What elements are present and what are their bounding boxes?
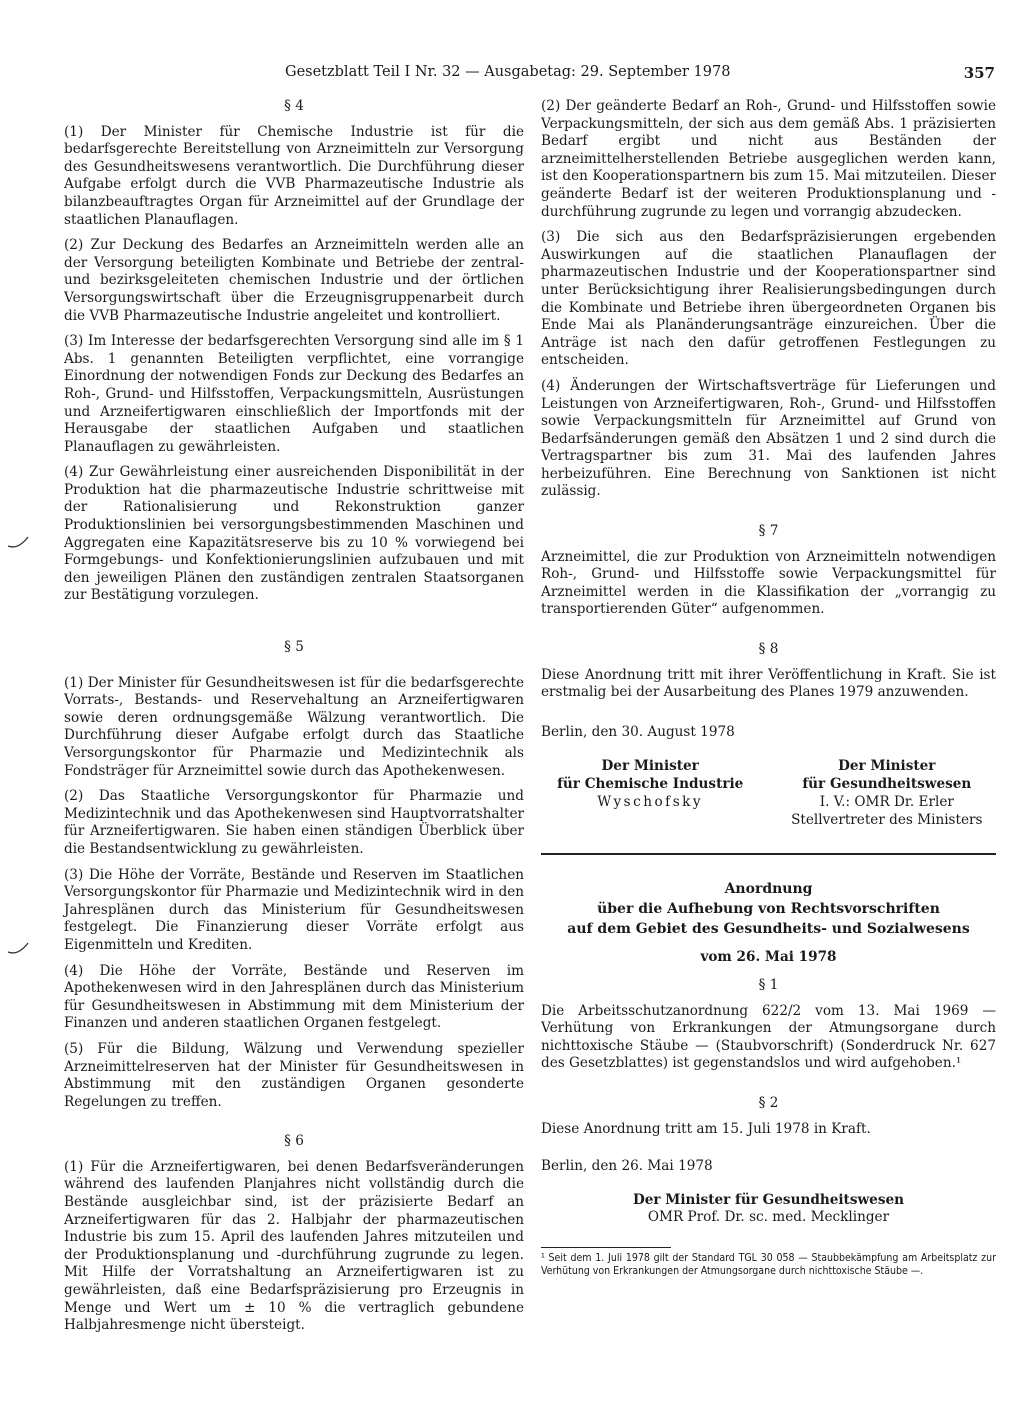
footnote: ¹ Seit dem 1. Juli 1978 gilt der Standard TGL 30 058 — Staubbekämpfung am Arbeitsplatz zur Verhütung von Erkrankungen der Atmungsorgane durch nichttoxische Stäube —. [541, 1251, 996, 1277]
ordinance-title [541, 879, 996, 939]
paragraph: (2) Das Staatliche Versorgungskontor für Pharmazie und Medizintechnik und das Apothekenwesen sind Hauptvorratshalter für Arzneifertigwaren. Sie haben einen ständigen Überblick über die Bestandsentwicklung zu gewährleisten. [64, 788, 524, 857]
section-heading-6: § 6 [284, 1133, 304, 1150]
minister-signature [541, 1192, 996, 1227]
signatory-role: Stellvertreter des Ministers [791, 812, 983, 829]
paragraph: (2) Zur Deckung des Bedarfes an Arzneimitteln werden alle an der Versorgung beteiligten Kombinate und Betriebe der zentral- und bezirksgeleiteten chemischen Industrie und der örtlichen Versorgungswirtschaft über die Erzeugnisgruppenarbeit durch die VVB Pharmazeutische Industrie angeleitet und kontrolliert. [64, 237, 524, 324]
section-divider [541, 853, 996, 855]
paragraph: (1) Der Minister für Gesundheitswesen ist für die bedarfsgerechte Vorrats-, Bestands- und Reservehaltung an Arzneifertigwaren sowie deren ordnungsgemäße Wälzung verantwortlich. Die Durchführung dieser Aufgabe erfolgt durch das Staatliche Versorgungskontor für Pharmazie und Medizintechnik als Fondsträger für Arzneimittel sowie durch das Apothekenwesen. [64, 674, 524, 779]
section-heading-8: § 8 [758, 641, 779, 658]
signatory-title: Der Minister [601, 758, 699, 775]
minister-title: Der Minister für Gesundheitswesen [632, 1191, 905, 1208]
signing-date: Berlin, den 26. Mai 1978 [541, 1158, 713, 1175]
signature-left [541, 757, 759, 829]
section-heading-5: § 5 [284, 639, 304, 656]
paragraph: Diese Anordnung tritt am 15. Juli 1978 in Kraft. [541, 1120, 871, 1137]
paragraph: Arzneimittel, die zur Produktion von Arzneimitteln notwendigen Roh-, Grund- und Hilfsstoffe sowie Verpackungsmittel für Arzneimittel werden in die Klassifikation der „vorrangig zu transportierenden Güter“ aufgenommen. [541, 548, 996, 618]
paragraph: (3) Die Höhe der Vorräte, Bestände und Reserven im Staatlichen Versorgungskontor für Pharmazie und Medizintechnik wird in den Jahresplänen durch das Ministerium für Gesundheitswesen festgelegt. Die Finanzierung dieser Vorräte erfolgt aus Eigenmitteln und Krediten. [64, 866, 524, 953]
page-number: 357 [963, 64, 995, 82]
paragraph: (2) Der geänderte Bedarf an Roh-, Grund- und Hilfsstoffen sowie Verpackungsmitteln, der sich aus dem gemäß Abs. 1 präzisierten Bedarf ergibt und nicht aus Beständen der arzneimittelherstellenden Betriebe ausgeglichen werden kann, ist den Kooperationspartnern bis zum 15. Mai mitzuteilen. Dieser geänderte Bedarf ist der weiteren Produktionsplanung und -durchführung zugrunde zu legen und vorrangig abzudecken. [541, 98, 996, 220]
paragraph: Diese Anordnung tritt mit ihrer Veröffentlichung in Kraft. Sie ist erstmalig bei der Ausarbeitung des Planes 1979 anzuwenden. [541, 666, 996, 701]
paragraph: Die Arbeitsschutzanordnung 622/2 vom 13. Mai 1969 — Verhütung von Erkrankungen der Atmungsorgane durch nichttoxische Stäube — (Staubvorschrift) (Sonderdruck Nr. 627 des Gesetzblattes) ist gegenstandslos und wird aufgehoben.¹ [541, 1002, 996, 1072]
header-title: Gesetzblatt Teil I Nr. 32 — Ausgabetag: 29. September 1978 [285, 64, 731, 80]
paragraph: (4) Die Höhe der Vorräte, Bestände und Reserven im Apothekenwesen wird in den Jahresplänen durch das Ministerium für Gesundheitswesen in Abstimmung mit dem Ministerium der Finanzen und anderen staatlichen Organen festgelegt. [64, 962, 524, 1032]
right-column [541, 98, 996, 1278]
signatory-name: Wyschofsky [597, 794, 704, 811]
ordinance-title-line: Anordnung [724, 881, 813, 898]
signature-block [541, 757, 996, 829]
signatory-title: Der Minister [838, 758, 936, 775]
section-heading-2: § 2 [758, 1094, 779, 1111]
margin-check-mark [6, 940, 32, 958]
paragraph: (1) Für die Arzneifertigwaren, bei denen Bedarfsveränderungen während des laufenden Planjahres nicht vollständig durch die Bestände ausgleichbar sind, ist der präzisierte Bedarf an Arzneifertigwaren für das 2. Halbjahr der pharmazeutischen Industrie bis zum 15. April des laufenden Jahres mitzuteilen und der Produktionsplanung und -durchführung zugrunde zu legen. Mit Hilfe der Vorratshaltung an Arzneifertigwaren ist zu gewährleisten, daß eine Bedarfspräzisierung pro Erzeugnis in Menge und Wert um ± 10 % die vertraglich gebundene Halbjahresmenge nicht übersteigt. [64, 1158, 524, 1334]
ordinance-title-line: über die Aufhebung von Rechtsvorschriften [597, 901, 940, 918]
ordinance-date: vom 26. Mai 1978 [700, 949, 837, 966]
paragraph: (5) Für die Bildung, Wälzung und Verwendung spezieller Arzneimittelreserven hat der Minister für Gesundheitswesen in Abstimmung mit den zuständigen Organen gesonderte Regelungen zu treffen. [64, 1040, 524, 1110]
paragraph: (4) Zur Gewährleistung einer ausreichenden Disponibilität in der Produktion hat die pharmazeutische Industrie schrittweise mit der Rationalisierung und Rekonstruktion ganzer Produktionslinien bei versorgungsbestimmenden Maschinen und Aggregaten eine Kapazitätsreserve bis zu 10 % vorwiegend bei Formgebungs- und Konfektionierungslinien aufzubauen und mit den jeweiligen Plänen den zuständigen zentralen Staatsorganen zur Bestätigung vorzulegen. [64, 464, 524, 604]
signatory-title: für Gesundheitswesen [802, 776, 972, 793]
paragraph: (3) Im Interesse der bedarfsgerechten Versorgung sind alle im § 1 Abs. 1 genannten Beteiligten verpflichtet, eine vorrangige Einordnung der notwendigen Fonds zur Deckung des Bedarfes an Roh-, Grund- und Hilfsstoffen, Verpackungsmitteln, Ausrüstungen und Arzneifertigwaren einschließlich der Importfonds mit der Herausgabe der staatlichen Aufgaben und staatlichen Planauflagen zu gewährleisten. [64, 333, 524, 455]
signature-right [778, 757, 996, 829]
left-column [64, 98, 524, 1343]
signing-date: Berlin, den 30. August 1978 [541, 723, 735, 740]
paragraph: (1) Der Minister für Chemische Industrie ist für die bedarfsgerechte Bereitstellung von Arzneimitteln zur Versorgung des Gesundheitswesens verantwortlich. Die Durchführung dieser Aufgabe erfolgt durch die VVB Pharmazeutische Industrie als bilanzbeauftragtes Organ für Arzneimittel auf der Grundlage der staatlichen Planauflagen. [64, 123, 524, 228]
paragraph: (3) Die sich aus den Bedarfspräzisierungen ergebenden Auswirkungen auf die staatlichen Planauflagen der pharmazeutischen Industrie und der Kooperationspartner sind unter Berücksichtigung ihrer Realisierungsbedingungen durch die Kombinate und Betriebe ihren übergeordneten Organen bis Ende Mai als Planänderungsanträge einzureichen. Über die Anträge ist nach den dafür getroffenen Festlegungen zu entscheiden. [541, 229, 996, 369]
section-heading-4: § 4 [284, 98, 304, 114]
signatory-name: I. V.: OMR Dr. Erler [819, 794, 954, 811]
ordinance-title-line: auf dem Gebiet des Gesundheits- und Sozialwesens [567, 921, 970, 938]
footnote-divider [541, 1247, 671, 1248]
section-heading-7: § 7 [758, 523, 779, 540]
signatory-title: für Chemische Industrie [557, 776, 744, 793]
minister-name: OMR Prof. Dr. sc. med. Mecklinger [647, 1209, 890, 1226]
section-heading-1: § 1 [758, 977, 779, 993]
margin-check-mark [6, 534, 32, 552]
page-header [285, 64, 995, 84]
paragraph: (4) Änderungen der Wirtschaftsverträge für Lieferungen und Leistungen von Arzneifertigwaren, Roh-, Grund- und Hilfsstoffen sowie Verpackungsmitteln für Arzneimittel auf Grund von Bedarfsänderungen gemäß den Absätzen 1 und 2 sind durch die Vertragspartner bis zum 31. Mai des laufenden Jahres herbeizuführen. Eine Berechnung von Sanktionen ist nicht zulässig. [541, 377, 996, 500]
